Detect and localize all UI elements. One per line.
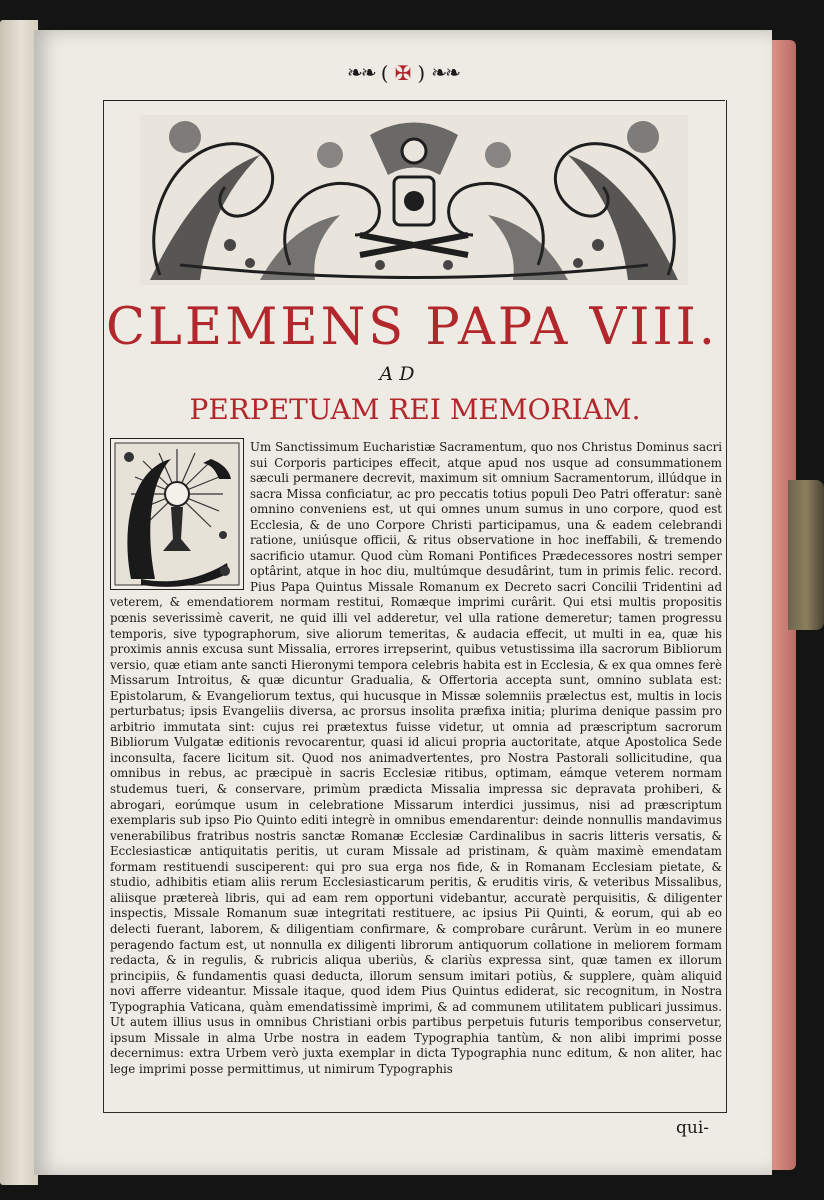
header-ornament-right: ❧❧	[431, 62, 460, 84]
book-left-edge	[0, 20, 38, 1185]
bull-body-text	[110, 440, 722, 1105]
header-paren-close: )	[417, 61, 426, 85]
header-ornament-left: ❧❧	[346, 62, 375, 84]
cross-icon: ✠	[394, 61, 412, 85]
initial-spacer	[110, 440, 246, 592]
baroque-foliage-headpiece-icon	[140, 115, 688, 285]
page-title: CLEMENS PAPA VIII.	[106, 298, 718, 357]
book-clasp	[788, 480, 824, 630]
page-subtitle: PERPETUAM REI MEMORIAM.	[189, 393, 641, 426]
page-header	[318, 58, 488, 88]
catchword: qui-	[676, 1118, 710, 1138]
header-paren-open: (	[380, 61, 389, 85]
body-paragraph: Um Sanctissimum Eucharistiæ Sacramentum, quo nos Christus Dominus sacri sui Corporis participes effecit, atque apud nos usque ad consummationem sæculi permanere decrevit, maximum sit omnium Sacramentorum, illúdque in sacra Missa conficiatur, ac pro peccatis totius populi Deo Patri offeratur: sanè omnino conveniens est, ut qui omnes unum sumus in uno corpore, quod est Ecclesia, & de uno Corpore Christi participamus, una & eadem celebrandi ratione, uniúsque officii, & ritus observatione in hoc ineffabili, & tremendo sacrificio utamur. Quod cùm Romani Pontifices Prædecessores nostri semper optârint, atque in hoc diu, multúmque desudârint, tum in primis felic. record. Pius Papa Quintus Missale Romanum ex Decreto sacri Concilii Tridentini ad veterem, & emendatiorem normam restitui, Romæque imprimi curârit. Qui etsi multis propositis pœnis severissimè caverit, ne quid illi vel adderetur, vel ulla ratione demeretur; tamen progressu temporis, sive typographorum, sive aliorum temeritas, & audacia effecit, ut multi in ea, quæ his proximis annis excusa sunt Missalia, errores irrepserint, quibus vetustissima illa sacrorum Bibliorum versio, quæ etiam ante sancti Hieronymi tempora celebris habita est in Ecclesia, & ex qua omnes ferè Missarum Introitus, & quæ dicuntur Gradualia, & Offertoria accepta sunt, omnino sublata est: Epistolarum, & Evangeliorum textus, qui hucusque in Missæ solemniis prælectus est, multis in locis perturbatus; ipsis Evangeliis diversa, ac prorsus insolita præfixa initia; plurima denique passim pro arbitrio immutata sint: cujus rei prætextus fuisse videtur, ut omnia ad præscriptum sacrorum Bibliorum Vulgatæ editionis revocarentur, quasi id alicui propria auctoritate, atque Apostolica Sede inconsulta, facere licitum sit. Quod nos animadvertentes, pro Nostra Pastorali sollicitudine, qua omnibus in rebus, ac præcipuè in sacris Ecclesiæ ritibus, optimam, eámque veterem normam studemus tueri, & conservare, primùm prædicta Missalia impressa sic depravata prohiberi, & abrogari, eorúmque usum in celebratione Missarum interdici jussimus, nisi ad præscriptum exemplaris sub ipso Pio Quinto editi integrè in omnibus emendarentur: deinde nonnullis mandavimus venerabilibus fratribus nostris sanctæ Romanæ Ecclesiæ Cardinalibus in sacris litteris versatis, & Ecclesiasticæ antiquitatis peritis, ut curam Missale ad pristinam, & quàm maximè emendatam formam restituendi susciperent: qui pro sua erga nos fide, & in Romanam Ecclesiam pietate, & studio, adhibitis etiam aliis rerum Ecclesiasticarum peritis, & eruditis viris, & veteribus Missalibus, aliisque prætereà libris, qui ad eam rem opportuni videbantur, accuratè perquisitis, & diligenter inspectis, Missale Romanum suæ integritati restituere, ac ipsius Pii Quinti, & eorum, qui ab eo delecti fuerant, laborem, & diligentiam confirmare, & comprobare curârunt. Verùm in eo munere peragendo factum est, ut nonnulla ex diligenti librorum antiquorum collatione in meliorem formam redacta, & in regulis, & rubricis aliqua uberiùs, & clariùs expressa sint, quæ tamen ex illorum principiis, & fundamentis quasi deducta, illorum sensum imitari potiùs, & supplere, quàm aliquid novi afferre videantur. Missale itaque, quod idem Pius Quintus ediderat, sic recognitum, in Nostra Typographia Vaticana, quàm emendatissimè imprimi, & ad communem utilitatem publicari jussimus. Ut autem illius usus in omnibus Christiani orbis partibus perpetuis futuris temporibus conservetur, ipsum Missale in alma Urbe nostra in eadem Typographia tantùm, & non alibi imprimi posse decernimus: extra Urbem verò juxta exemplar in dicta Typographia nunc editum, & non aliter, hac lege imprimi posse permittimus, ut nimirum Typographis	[110, 440, 722, 1076]
ad-line: AD	[379, 363, 421, 385]
